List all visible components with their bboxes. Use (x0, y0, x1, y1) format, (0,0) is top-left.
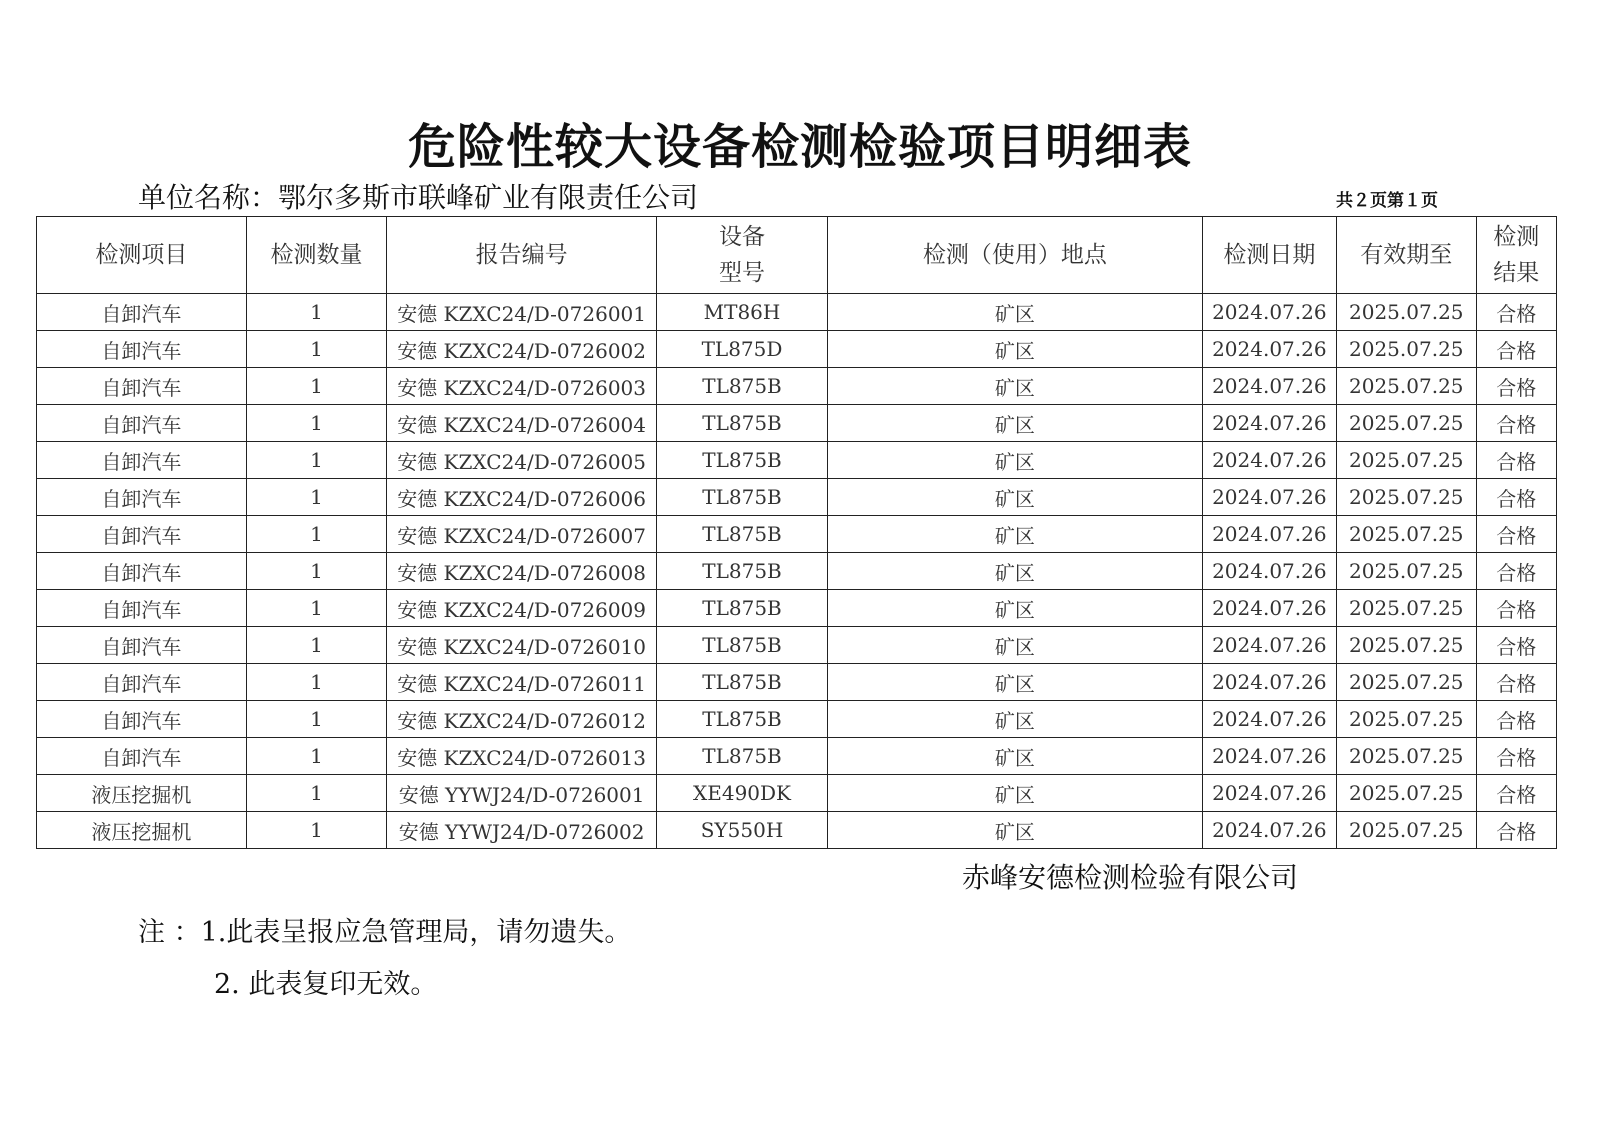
cell-quantity: 1 (246, 405, 386, 442)
cell-quantity: 1 (246, 368, 386, 405)
table-row (37, 479, 1557, 516)
table-row (37, 664, 1557, 701)
cell-quantity: 1 (246, 479, 386, 516)
cell-report-number: 安德 KZXC24/D-0726013 (387, 738, 657, 775)
cell-model: TL875B (656, 590, 827, 627)
cell-item: 自卸汽车 (37, 405, 247, 442)
cell-item: 液压挖掘机 (37, 775, 247, 812)
note-1 (138, 910, 631, 949)
table-row (37, 294, 1557, 331)
cell-result: 合格 (1476, 479, 1557, 516)
table-row (37, 368, 1557, 405)
note-2: 2. 此表复印无效。 (214, 969, 438, 1000)
table-row (37, 331, 1557, 368)
cell-report-number: 安德 KZXC24/D-0726008 (387, 553, 657, 590)
cell-quantity: 1 (246, 738, 386, 775)
cell-location: 矿区 (828, 553, 1203, 590)
table-header-row (37, 217, 1557, 294)
table-body (37, 294, 1557, 849)
cell-item: 自卸汽车 (37, 701, 247, 738)
cell-valid-until: 2025.07.25 (1337, 812, 1476, 849)
cell-model: TL875B (656, 516, 827, 553)
cell-report-number: 安德 KZXC24/D-0726002 (387, 331, 657, 368)
cell-report-number: 安德 KZXC24/D-0726005 (387, 442, 657, 479)
header-location: 检测（使用）地点 (828, 217, 1203, 294)
cell-location: 矿区 (828, 294, 1203, 331)
table-row (37, 701, 1557, 738)
cell-inspection-date: 2024.07.26 (1202, 479, 1336, 516)
cell-quantity: 1 (246, 516, 386, 553)
cell-location: 矿区 (828, 368, 1203, 405)
cell-quantity: 1 (246, 553, 386, 590)
cell-report-number: 安德 KZXC24/D-0726012 (387, 701, 657, 738)
cell-location: 矿区 (828, 664, 1203, 701)
cell-inspection-date: 2024.07.26 (1202, 442, 1336, 479)
cell-location: 矿区 (828, 590, 1203, 627)
cell-model: TL875B (656, 738, 827, 775)
header-valid-until: 有效期至 (1337, 217, 1476, 294)
cell-valid-until: 2025.07.25 (1337, 627, 1476, 664)
cell-model: MT86H (656, 294, 827, 331)
cell-model: XE490DK (656, 775, 827, 812)
cell-item: 自卸汽车 (37, 331, 247, 368)
cell-inspection-date: 2024.07.26 (1202, 664, 1336, 701)
cell-model: TL875B (656, 368, 827, 405)
cell-item: 自卸汽车 (37, 738, 247, 775)
page-info: 共２页第１页 (1336, 191, 1438, 211)
cell-result: 合格 (1476, 775, 1557, 812)
cell-quantity: 1 (246, 294, 386, 331)
cell-item: 自卸汽车 (37, 627, 247, 664)
unit-name: 单位名称：鄂尔多斯市联峰矿业有限责任公司 (138, 181, 699, 214)
document-title: 危险性较大设备检测检验项目明细表 (407, 119, 1192, 175)
table-row (37, 553, 1557, 590)
cell-location: 矿区 (828, 627, 1203, 664)
note-1-text: 1.此表呈报应急管理局，请勿遗失。 (200, 917, 632, 948)
cell-quantity: 1 (246, 664, 386, 701)
table-row (37, 516, 1557, 553)
cell-valid-until: 2025.07.25 (1337, 701, 1476, 738)
cell-model: TL875D (656, 331, 827, 368)
header-quantity: 检测数量 (246, 217, 386, 294)
cell-result: 合格 (1476, 368, 1557, 405)
cell-report-number: 安德 KZXC24/D-0726006 (387, 479, 657, 516)
cell-inspection-date: 2024.07.26 (1202, 627, 1336, 664)
cell-inspection-date: 2024.07.26 (1202, 590, 1336, 627)
cell-model: TL875B (656, 405, 827, 442)
cell-quantity: 1 (246, 627, 386, 664)
cell-model: TL875B (656, 442, 827, 479)
cell-location: 矿区 (828, 479, 1203, 516)
cell-report-number: 安德 YYWJ24/D-0726002 (387, 812, 657, 849)
cell-item: 自卸汽车 (37, 368, 247, 405)
cell-report-number: 安德 KZXC24/D-0726004 (387, 405, 657, 442)
cell-result: 合格 (1476, 664, 1557, 701)
header-item: 检测项目 (37, 217, 247, 294)
cell-inspection-date: 2024.07.26 (1202, 701, 1336, 738)
cell-inspection-date: 2024.07.26 (1202, 368, 1336, 405)
cell-report-number: 安德 KZXC24/D-0726009 (387, 590, 657, 627)
cell-report-number: 安德 KZXC24/D-0726001 (387, 294, 657, 331)
table-row (37, 405, 1557, 442)
cell-location: 矿区 (828, 405, 1203, 442)
table-row (37, 812, 1557, 849)
cell-item: 自卸汽车 (37, 294, 247, 331)
cell-report-number: 安德 KZXC24/D-0726010 (387, 627, 657, 664)
table-row (37, 590, 1557, 627)
cell-result: 合格 (1476, 331, 1557, 368)
cell-inspection-date: 2024.07.26 (1202, 294, 1336, 331)
cell-location: 矿区 (828, 442, 1203, 479)
table-row (37, 442, 1557, 479)
note-label: 注 ： (138, 917, 201, 948)
cell-report-number: 安德 KZXC24/D-0726003 (387, 368, 657, 405)
cell-inspection-date: 2024.07.26 (1202, 516, 1336, 553)
cell-result: 合格 (1476, 590, 1557, 627)
cell-result: 合格 (1476, 553, 1557, 590)
cell-inspection-date: 2024.07.26 (1202, 812, 1336, 849)
table-row (37, 627, 1557, 664)
cell-report-number: 安德 KZXC24/D-0726011 (387, 664, 657, 701)
header-inspection-date: 检测日期 (1202, 217, 1336, 294)
cell-item: 自卸汽车 (37, 516, 247, 553)
cell-model: TL875B (656, 701, 827, 738)
header-equipment-model: 设备 型号 (656, 217, 827, 294)
cell-valid-until: 2025.07.25 (1337, 331, 1476, 368)
cell-result: 合格 (1476, 627, 1557, 664)
cell-model: TL875B (656, 627, 827, 664)
cell-quantity: 1 (246, 812, 386, 849)
cell-valid-until: 2025.07.25 (1337, 479, 1476, 516)
cell-report-number: 安德 KZXC24/D-0726007 (387, 516, 657, 553)
cell-item: 自卸汽车 (37, 553, 247, 590)
cell-valid-until: 2025.07.25 (1337, 405, 1476, 442)
cell-location: 矿区 (828, 775, 1203, 812)
cell-quantity: 1 (246, 331, 386, 368)
inspection-table (36, 216, 1557, 849)
cell-item: 液压挖掘机 (37, 812, 247, 849)
cell-quantity: 1 (246, 590, 386, 627)
cell-result: 合格 (1476, 738, 1557, 775)
cell-inspection-date: 2024.07.26 (1202, 738, 1336, 775)
cell-model: TL875B (656, 664, 827, 701)
cell-valid-until: 2025.07.25 (1337, 553, 1476, 590)
cell-quantity: 1 (246, 775, 386, 812)
cell-model: TL875B (656, 553, 827, 590)
cell-result: 合格 (1476, 516, 1557, 553)
cell-valid-until: 2025.07.25 (1337, 368, 1476, 405)
cell-inspection-date: 2024.07.26 (1202, 405, 1336, 442)
cell-item: 自卸汽车 (37, 479, 247, 516)
cell-valid-until: 2025.07.25 (1337, 294, 1476, 331)
inspection-company: 赤峰安德检测检验有限公司 (962, 861, 1299, 894)
cell-result: 合格 (1476, 294, 1557, 331)
cell-location: 矿区 (828, 516, 1203, 553)
cell-location: 矿区 (828, 812, 1203, 849)
cell-valid-until: 2025.07.25 (1337, 442, 1476, 479)
cell-inspection-date: 2024.07.26 (1202, 331, 1336, 368)
table-row (37, 775, 1557, 812)
cell-location: 矿区 (828, 331, 1203, 368)
cell-item: 自卸汽车 (37, 664, 247, 701)
cell-valid-until: 2025.07.25 (1337, 590, 1476, 627)
header-result: 检测 结果 (1476, 217, 1557, 294)
cell-result: 合格 (1476, 442, 1557, 479)
cell-model: SY550H (656, 812, 827, 849)
cell-inspection-date: 2024.07.26 (1202, 775, 1336, 812)
cell-result: 合格 (1476, 701, 1557, 738)
cell-valid-until: 2025.07.25 (1337, 664, 1476, 701)
cell-location: 矿区 (828, 701, 1203, 738)
cell-result: 合格 (1476, 812, 1557, 849)
cell-report-number: 安德 YYWJ24/D-0726001 (387, 775, 657, 812)
cell-quantity: 1 (246, 442, 386, 479)
cell-model: TL875B (656, 479, 827, 516)
cell-result: 合格 (1476, 405, 1557, 442)
cell-inspection-date: 2024.07.26 (1202, 553, 1336, 590)
header-report-number: 报告编号 (387, 217, 657, 294)
cell-valid-until: 2025.07.25 (1337, 775, 1476, 812)
cell-valid-until: 2025.07.25 (1337, 738, 1476, 775)
cell-item: 自卸汽车 (37, 590, 247, 627)
cell-quantity: 1 (246, 701, 386, 738)
cell-item: 自卸汽车 (37, 442, 247, 479)
table-row (37, 738, 1557, 775)
cell-location: 矿区 (828, 738, 1203, 775)
cell-valid-until: 2025.07.25 (1337, 516, 1476, 553)
